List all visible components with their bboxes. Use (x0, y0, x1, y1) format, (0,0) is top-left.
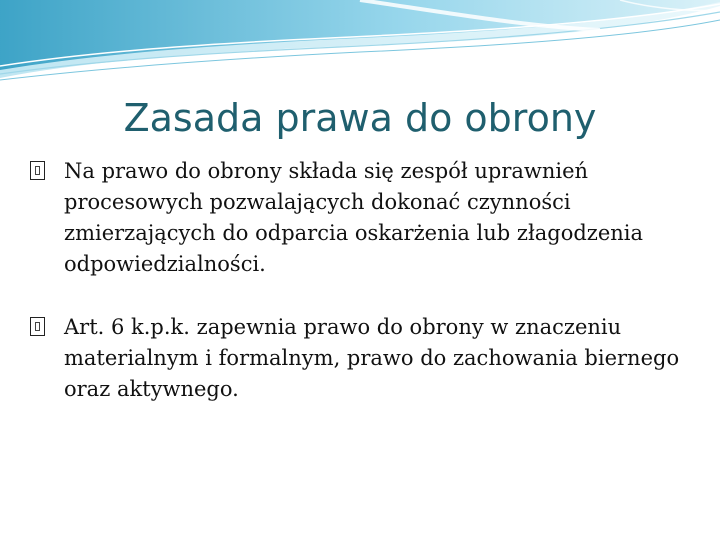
bullet-text: Na prawo do obrony składa się zespół uprawnień procesowych pozwalających dokonać czynności zmierzających do odparcia oskarżenia lub złagodzenia odpowiedzialności. (64, 159, 644, 276)
bullet-square-icon (30, 161, 45, 180)
bullet-item (30, 312, 698, 405)
bullet-square-icon (30, 317, 45, 336)
bullet-list (30, 156, 698, 437)
wave-header-decoration (0, 0, 720, 90)
bullet-item (30, 156, 698, 280)
slide-title: Zasada prawa do obrony (123, 96, 597, 140)
bullet-text: Art. 6 k.p.k. zapewnia prawo do obrony w znaczeniu materialnym i formalnym, prawo do zachowania biernego oraz aktywnego. (64, 315, 680, 401)
